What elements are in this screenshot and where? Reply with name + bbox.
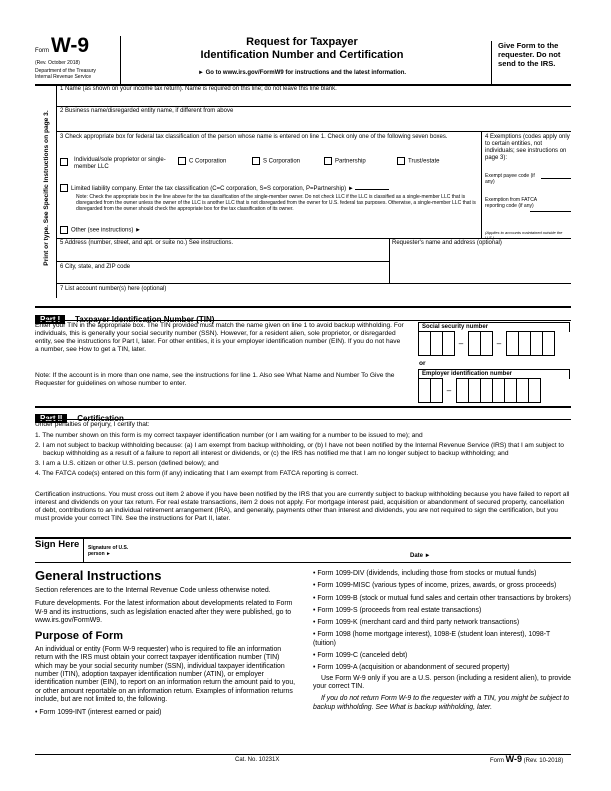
trust-checkbox-row[interactable] <box>397 157 439 166</box>
gi-bullet: • Form 1099-S (proceeds from real estate transactions) <box>313 606 482 614</box>
general-instructions-left <box>35 568 297 718</box>
requester-label: Requester's name and address (optional) <box>392 240 502 246</box>
part1-text: Enter your TIN in the appropriate box. The TIN provided must match the name given on line 1 to avoid backup withholding. For individuals, this is generally your social security number (SSN). However, for a resident alien, sole proprietor, or disregarded entity, see the instructions for Part I, later. For other entities, it is your employer identification number (EIN). If you do not have a number, see How to get a TIN, later. <box>35 322 404 353</box>
line7-account-label: 7 List account number(s) here (optional) <box>60 286 167 292</box>
trust-label: Trust/estate <box>408 158 440 165</box>
requester-input[interactable] <box>392 248 570 282</box>
individual-checkbox-row[interactable] <box>60 157 170 171</box>
s-corp-label: S Corporation <box>263 158 301 165</box>
cert-instructions: Certification instructions. You must cross out item 2 above if you have been notified by the IRS that you are currently subject to backup withholding because you have failed to report all interest and dividends on your tax return. For real estate transactions, item 2 does not apply. For mortgage interest paid, acquisition or abandonment of secured property, cancellation of debt, contributions to an individual retirement arrangement (IRA), and generally, payments other than interest and dividends, you are not required to sign the certification, but you must provide your correct TIN. See the instructions for Part II, later. <box>35 491 570 522</box>
exempt-payee-label: Exempt payee code (if any) <box>485 173 535 185</box>
cert-item: 3. I am a U.S. citizen or other U.S. person (defined below); and <box>35 460 219 467</box>
signature-input[interactable] <box>135 542 405 560</box>
ein-label: Employer identification number <box>418 369 570 379</box>
gi-paragraph: Section references are to the Internal Revenue Code unless otherwise noted. <box>35 587 271 594</box>
individual-label: Individual/sole proprietor or single-member LLC <box>74 157 166 170</box>
ein-input[interactable]: – <box>418 378 540 403</box>
s-corp-checkbox[interactable] <box>252 157 260 165</box>
gi-bullet: • Form 1099-C (canceled debt) <box>313 652 408 660</box>
gi-bullet: • Form 1099-INT (interest earned or paid) <box>35 709 162 717</box>
c-corp-checkbox-row[interactable] <box>178 157 226 166</box>
line7-account-input[interactable] <box>57 292 569 298</box>
gi-bullet: • Form 1099-A (acquisition or abandonment of secured property) <box>313 664 510 672</box>
gi-paragraph: Use Form W-9 only if you are a U.S. person (including a resident alien), to provide your correct TIN. <box>313 674 571 690</box>
date-input[interactable] <box>434 542 570 560</box>
irs-label: Internal Revenue Service <box>35 74 92 80</box>
give-form-note: Give Form to the requester. Do not send to the IRS. <box>491 41 571 84</box>
date-label: Date ► <box>410 553 431 559</box>
ssn-input[interactable]: – – <box>418 331 554 356</box>
llc-checkbox-row[interactable] <box>60 183 480 193</box>
general-instructions-right <box>313 570 571 712</box>
cert-item: 1. The number shown on this form is my correct taxpayer identification number (or I am waiting for a number to be issued to me); and <box>35 432 423 439</box>
other-label: Other (see instructions) ► <box>71 227 141 234</box>
gi-bullet: • Form 1099-MISC (various types of income, prizes, awards, or gross proceeds) <box>313 582 557 590</box>
catalog-number: Cat. No. 10231X <box>235 757 280 763</box>
part1-label: Part I <box>35 315 65 324</box>
gi-paragraph: An individual or entity (Form W-9 requester) who is required to file an information return with the IRS must obtain your correct taxpayer identification number (TIN) which may be your social security number (SSN), individual taxpayer identification number (ITIN), adoption taxpayer identification number (ATIN), or employer identification number (EIN), to report on an information return the amount paid to you, or other amount reportable on an information return. Examples of information returns include, but are not limited to, the following. <box>35 646 296 703</box>
partnership-label: Partnership <box>335 158 366 165</box>
exempt-payee-input[interactable] <box>541 171 571 179</box>
llc-note: Note: Check the appropriate box in the line above for the tax classification of the single-member owner. Do not check LLC if the LLC is classified as a single-member LLC that is disregarded from the owner unless the owner of the LLC is another LLC that is not disregarded from the owner for U.S. federal tax purposes. Otherwise, a single-member LLC that is disregarded from the owner should check the appropriate box for the tax classification of its owner. <box>76 194 476 212</box>
gi-paragraph: Future developments. For the latest information about developments related to Form W-9 and its instructions, such as legislation enacted after they were published, go to www.irs.gov/FormW9. <box>35 600 293 624</box>
gi-bullet: • Form 1099-K (merchant card and third party network transactions) <box>313 619 520 627</box>
signature-label: Signature of U.S. person ► <box>88 545 129 557</box>
cert-item: 4. The FATCA code(s) entered on this form (if any) indicating that I am exempt from FATCA reporting is correct. <box>35 470 359 477</box>
c-corp-label: C Corporation <box>189 158 227 165</box>
part1-note: Note: If the account is in more than one name, see the instructions for line 1. Also see What Name and Number To Give the Requester for guidelines on whose number to enter. <box>35 372 395 387</box>
form-header <box>35 36 571 84</box>
or-label: or <box>419 360 426 367</box>
llc-classification-input[interactable] <box>355 183 389 190</box>
form-title-line1: Request for Taxpayer <box>246 36 358 48</box>
line2-business-input[interactable] <box>57 116 571 130</box>
general-instructions-heading: General Instructions <box>35 568 162 583</box>
trust-checkbox[interactable] <box>397 157 405 165</box>
llc-label: Limited liability company. Enter the tax classification (C=C corporation, S=S corporation, P=Partnership) ► <box>71 186 354 192</box>
footer-form-id: Form W-9 (Rev. 10-2018) <box>490 754 564 764</box>
gi-bullet: • Form 1099-B (stock or mutual fund sales and certain other transactions by brokers) <box>313 594 571 602</box>
llc-checkbox[interactable] <box>60 184 68 192</box>
certification-list <box>35 432 571 480</box>
fatca-label: Exemption from FATCA reporting code (if any) <box>485 197 537 209</box>
partnership-checkbox[interactable] <box>324 157 332 165</box>
fatca-note: (Applies to accounts maintained outside the U.S.) <box>485 230 563 240</box>
department: Department of the Treasury <box>35 68 96 74</box>
sign-here: Sign Here <box>35 539 80 550</box>
gi-bullet: • Form 1099-DIV (dividends, including those from stocks or mutual funds) <box>313 570 537 577</box>
exemptions-label: 4 Exemptions (codes apply only to certain entities, not individuals; see instructions on page 3): <box>485 134 570 161</box>
goto-instructions: ► Go to www.irs.gov/FormW9 for instructions and the latest information. <box>197 70 407 76</box>
form-title-line2: Identification Number and Certification <box>200 49 404 61</box>
form-number: W-9 <box>51 34 90 57</box>
s-corp-checkbox-row[interactable] <box>252 157 300 166</box>
line6-city-label: 6 City, state, and ZIP code <box>60 264 131 270</box>
line5-address-label: 5 Address (number, street, and apt. or suite no.) See instructions. <box>60 240 234 246</box>
side-label: Print or type. See Specific Instructions on page 3. <box>43 110 50 266</box>
part1-header <box>35 309 571 324</box>
part2-intro: Under penalties of perjury, I certify that: <box>35 421 150 428</box>
c-corp-checkbox[interactable] <box>178 157 186 165</box>
part2-label: Part II <box>35 414 67 423</box>
form-revision: (Rev. October 2018) <box>35 60 80 66</box>
ssn-label: Social security number <box>418 322 570 332</box>
gi-paragraph: If you do not return Form W-9 to the requester with a TIN, you might be subject to backup withholding. See What is backup withholding, later. <box>313 695 570 711</box>
part2-title: Certification <box>77 414 124 423</box>
line5-address-input[interactable] <box>57 248 387 260</box>
cert-item: 2. I am not subject to backup withholding because: (a) I am exempt from backup withholding, or (b) I have not been notified by the Internal Revenue Service (IRS) that I am subject to backup withholding as a result of a failure to report all interest or dividends, or (c) the IRS has notified me that I am no longer subject to backup withholding; and <box>35 442 564 457</box>
fatca-input[interactable] <box>530 204 571 212</box>
part2-header <box>35 408 571 423</box>
gi-bullet: • Form 1098 (home mortgage interest), 1098-E (student loan interest), 1098-T (tuition) <box>313 631 551 647</box>
purpose-heading: Purpose of Form <box>35 630 124 643</box>
part1-title: Taxpayer Identification Number (TIN) <box>75 315 215 324</box>
partnership-checkbox-row[interactable] <box>324 157 366 166</box>
individual-checkbox[interactable] <box>60 158 68 166</box>
line2-business-label: 2 Business name/disregarded entity name, if different from above <box>60 108 234 114</box>
form-word: Form <box>35 48 49 54</box>
line3-label: 3 Check appropriate box for federal tax classification of the person whose name is entered on line 1. Check only one of the following seven boxes. <box>60 134 448 140</box>
line6-city-input[interactable] <box>57 272 387 282</box>
other-checkbox-row[interactable] <box>60 226 480 235</box>
line1-name-input[interactable] <box>57 94 571 105</box>
line1-name-label: 1 Name (as shown on your income tax return). Name is required on this line; do not leave this line blank. <box>60 86 337 92</box>
other-checkbox[interactable] <box>60 226 68 234</box>
